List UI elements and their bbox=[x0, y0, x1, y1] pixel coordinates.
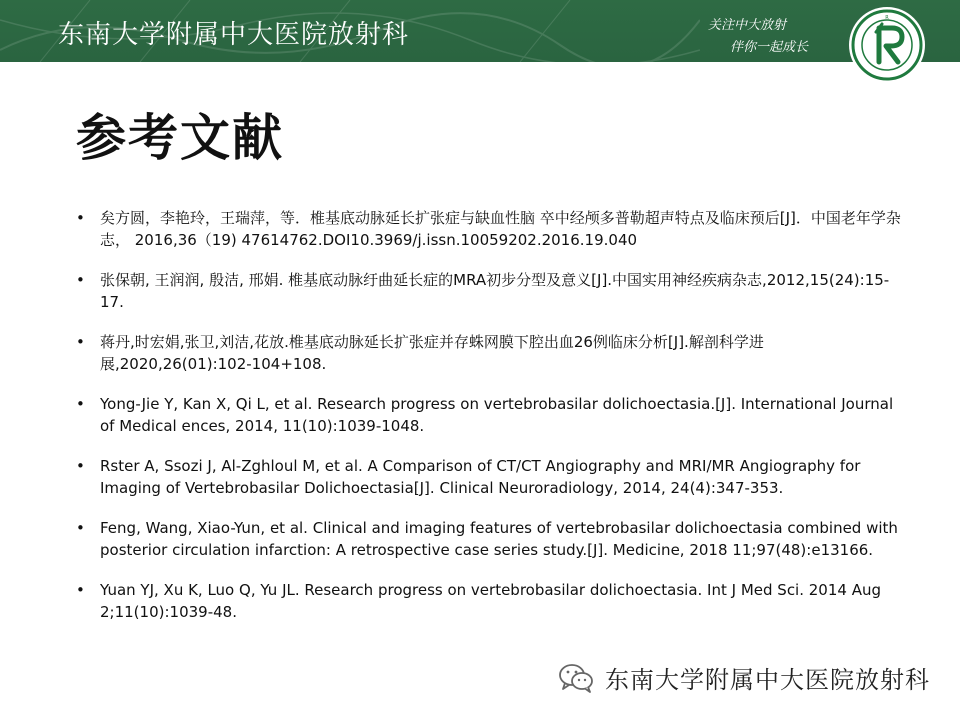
bullet-icon: • bbox=[76, 457, 85, 475]
bullet-icon: • bbox=[76, 333, 85, 351]
reference-text: Yuan YJ, Xu K, Luo Q, Yu JL. Research progress on vertebrobasilar dolichoectasia. Int J Med Sci. 2014 Aug 2;11(10):1039-48. bbox=[100, 581, 881, 621]
reference-item bbox=[76, 579, 906, 623]
header-title: 东南大学附属中大医院放射科 bbox=[58, 20, 410, 50]
slogan-line-1: 关注中大放射 bbox=[708, 18, 787, 33]
bullet-icon: • bbox=[76, 581, 85, 599]
page-title: 参考文献 bbox=[76, 109, 284, 167]
footer-watermark bbox=[557, 660, 930, 695]
reference-item bbox=[76, 269, 906, 313]
bullet-icon: • bbox=[76, 395, 85, 413]
reference-text: Yong-Jie Y, Kan X, Qi L, et al. Research progress on vertebrobasilar dolichoectasia.[J]. International Journal of Medical ences, 2014, 11(10):1039-1048. bbox=[100, 395, 894, 435]
reference-text: 张保朝, 王润润, 殷洁, 邢娟. 椎基底动脉纡曲延长症的MRA初步分型及意义[J].中国实用神经疾病杂志,2012,15(24):15-17. bbox=[100, 271, 890, 311]
reference-item bbox=[76, 393, 906, 437]
reference-text: Rster A, Ssozi J, Al-Zghloul M, et al. A Comparison of CT/CT Angiography and MRI/MR Angiography for Imaging of Vertebrobasilar Dolichoectasia[J]. Clinical Neuroradiology, 2014, 24(4):347-353. bbox=[100, 457, 861, 497]
bullet-icon: • bbox=[76, 519, 85, 537]
reference-list bbox=[76, 207, 906, 623]
header-band bbox=[0, 0, 960, 62]
logo-letter: R bbox=[885, 15, 889, 21]
reference-item bbox=[76, 455, 906, 499]
reference-text: 矣方圆，李艳玲，王瑞萍，等．椎基底动脉延长扩张症与缺血性脑 卒中经颅多普勒超声特点及临床预后[J]．中国老年学杂志， 2016,36（19) 47614762.DOI10.3969/j.issn.10059202.2016.19.040 bbox=[100, 209, 901, 249]
footer-text: 东南大学附属中大医院放射科 bbox=[605, 666, 930, 694]
reference-item bbox=[76, 207, 906, 251]
hospital-radiology-logo-icon bbox=[846, 4, 928, 86]
bullet-icon: • bbox=[76, 271, 85, 289]
wechat-icon bbox=[557, 662, 595, 694]
reference-text: Feng, Wang, Xiao-Yun, et al. Clinical and imaging features of vertebrobasilar dolichoectasia combined with posterior circulation infarction: A retrospective case series study.[J]. Medicine, 2018 11;97(48):e13166. bbox=[100, 519, 898, 559]
bullet-icon: • bbox=[76, 209, 85, 227]
slogan-line-2: 伴你一起成长 bbox=[730, 40, 809, 55]
reference-text: 蒋丹,时宏娟,张卫,刘洁,花放.椎基底动脉延长扩张症并存蛛网膜下腔出血26例临床分析[J].解剖科学进展,2020,26(01):102-104+108. bbox=[100, 333, 764, 373]
reference-item bbox=[76, 331, 906, 375]
reference-item bbox=[76, 517, 906, 561]
